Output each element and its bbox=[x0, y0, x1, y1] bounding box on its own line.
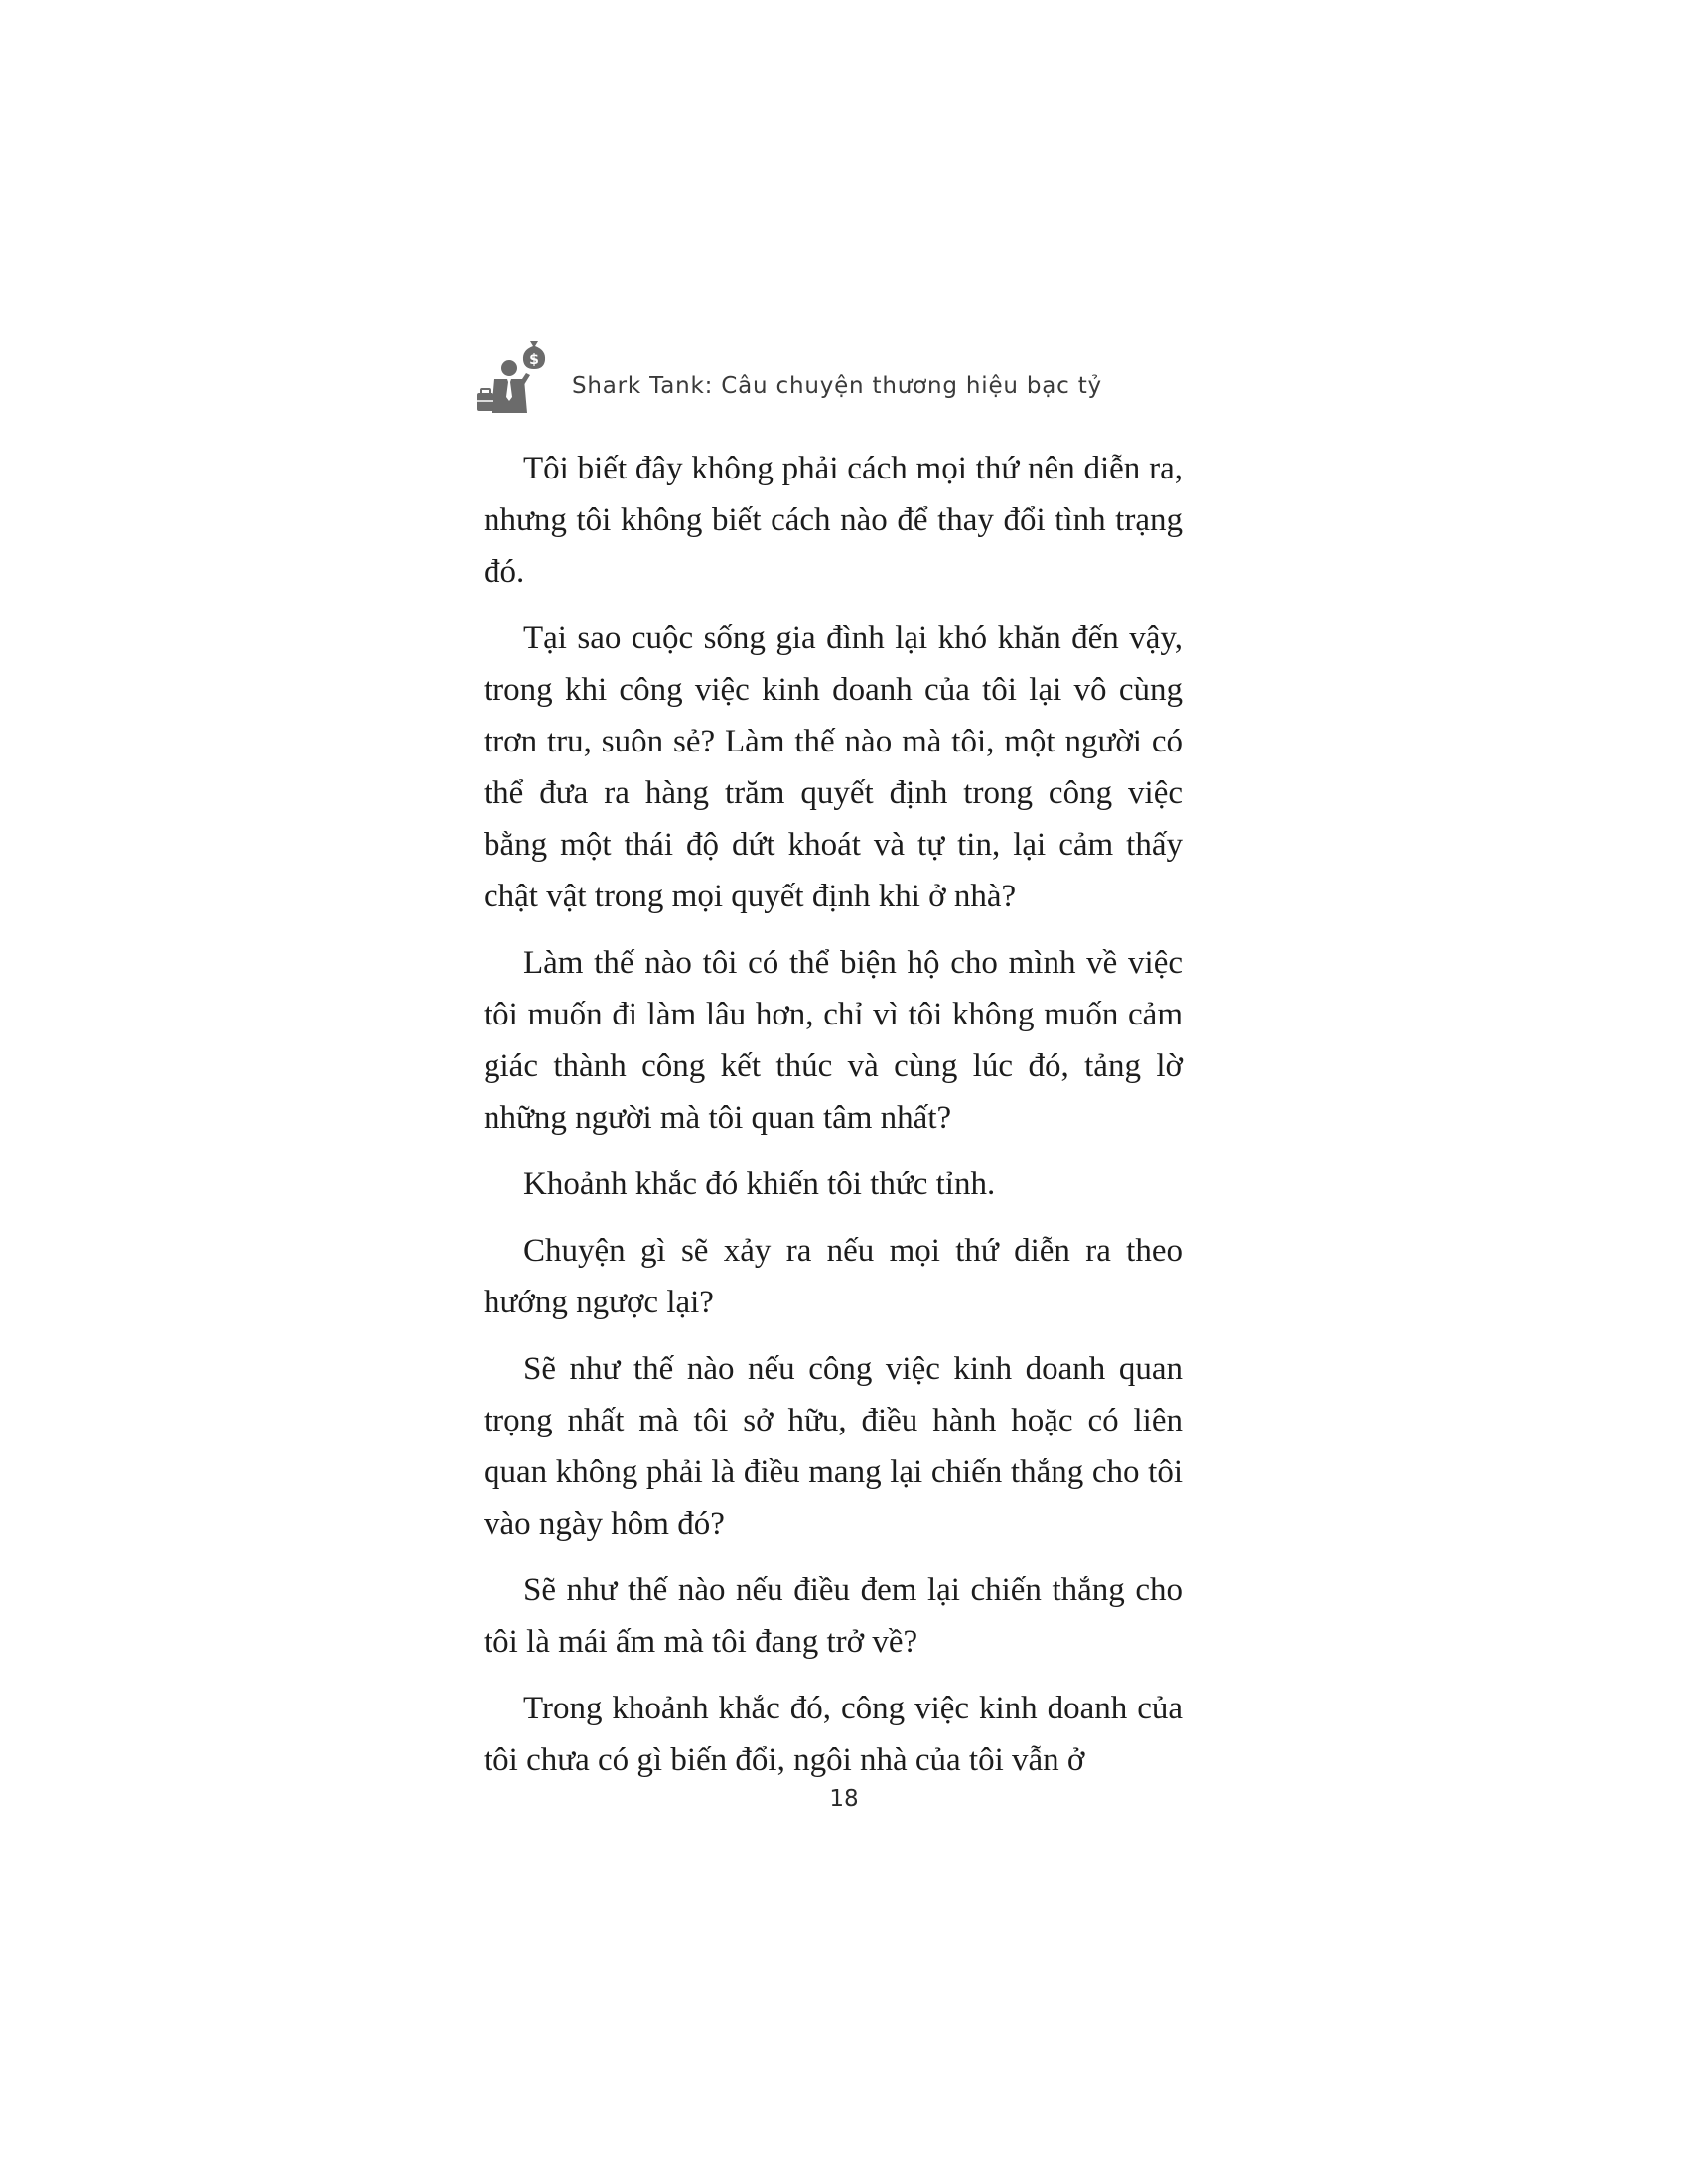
body-text bbox=[484, 443, 1183, 1801]
page-number: 18 bbox=[829, 1786, 859, 1812]
paragraph: Sẽ như thế nào nếu điều đem lại chiến thắng cho tôi là mái ấm mà tôi đang trở về? bbox=[484, 1572, 1183, 1660]
paragraph: Khoảnh khắc đó khiến tôi thức tỉnh. bbox=[523, 1166, 996, 1202]
paragraph: Làm thế nào tôi có thể biện hộ cho mình về việc tôi muốn đi làm lâu hơn, chỉ vì tôi không muốn cảm giác thành công kết thúc và cùng lúc đó, tảng lờ những người mà tôi quan tâm nhất? bbox=[484, 945, 1183, 1136]
running-header-title: Shark Tank: Câu chuyện thương hiệu bạc tỷ bbox=[572, 373, 1102, 399]
paragraph: Chuyện gì sẽ xảy ra nếu mọi thứ diễn ra theo hướng ngược lại? bbox=[484, 1233, 1183, 1320]
paragraph: Tại sao cuộc sống gia đình lại khó khăn đến vậy, trong khi công việc kinh doanh của tôi lại vô cùng trơn tru, suôn sẻ? Làm thế nào mà tôi, một người có thể đưa ra hàng trăm quyết định trong công việc bằng một thái độ dứt khoát và tự tin, lại cảm thấy chật vật trong mọi quyết định khi ở nhà? bbox=[484, 620, 1183, 914]
businessman-money-bag-icon bbox=[475, 336, 558, 415]
paragraph: Trong khoảnh khắc đó, công việc kinh doanh của tôi chưa có gì biến đổi, ngôi nhà của tôi vẫn ở bbox=[484, 1691, 1183, 1778]
paragraph: Tôi biết đây không phải cách mọi thứ nên diễn ra, nhưng tôi không biết cách nào để thay đổi tình trạng đó. bbox=[484, 451, 1183, 590]
paragraph: Sẽ như thế nào nếu công việc kinh doanh quan trọng nhất mà tôi sở hữu, điều hành hoặc có liên quan không phải là điều mang lại chiến thắng cho tôi vào ngày hôm đó? bbox=[484, 1351, 1183, 1542]
running-header bbox=[475, 336, 1102, 415]
svg-text:$: $ bbox=[529, 352, 539, 368]
